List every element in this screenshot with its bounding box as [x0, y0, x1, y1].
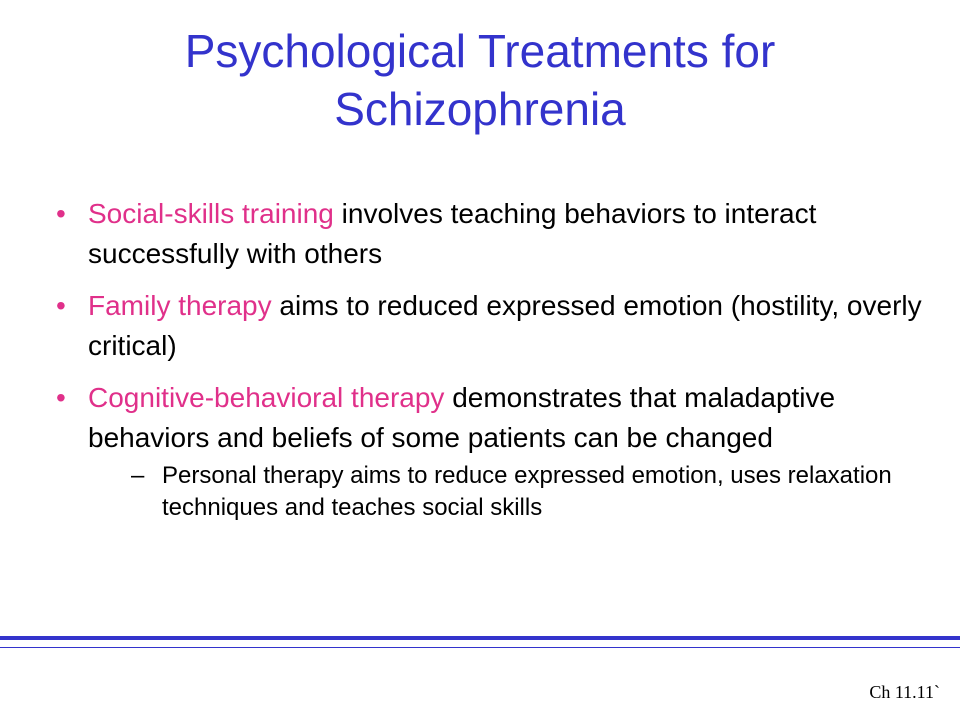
bullet-text: aims to reduced expressed emotion (hostility, overly critical): [88, 290, 922, 361]
bullet-marker: •: [56, 198, 66, 229]
bullet-item: [56, 286, 936, 366]
slide-footer: Ch 11.11`: [869, 682, 940, 702]
bullet-marker: •: [56, 382, 66, 413]
bullet-marker: •: [56, 290, 66, 321]
sub-bullet-item: [88, 460, 936, 524]
bullet-item: [56, 194, 936, 274]
bullet-text: involves teaching behaviors to interact successfully with others: [88, 198, 817, 269]
bullet-term: Social-skills training: [88, 198, 334, 229]
footer-rule-thin: [0, 647, 960, 648]
sub-bullet-marker: –: [131, 462, 145, 489]
bullet-term: Family therapy: [88, 290, 272, 321]
bullet-term: Cognitive-behavioral therapy: [88, 382, 445, 413]
bullet-text: demonstrates that maladaptive behaviors and beliefs of some patients can be changed: [88, 382, 836, 453]
sub-bullet-text: Personal therapy aims to reduce expressed emotion, uses relaxation techniques and teaches social skills: [162, 462, 892, 521]
slide-title: Psychological Treatments for Schizophrenia: [184, 25, 776, 135]
footer-rule-thick: [0, 636, 960, 640]
bullet-item: [56, 378, 936, 524]
bullet-list: [56, 194, 936, 536]
